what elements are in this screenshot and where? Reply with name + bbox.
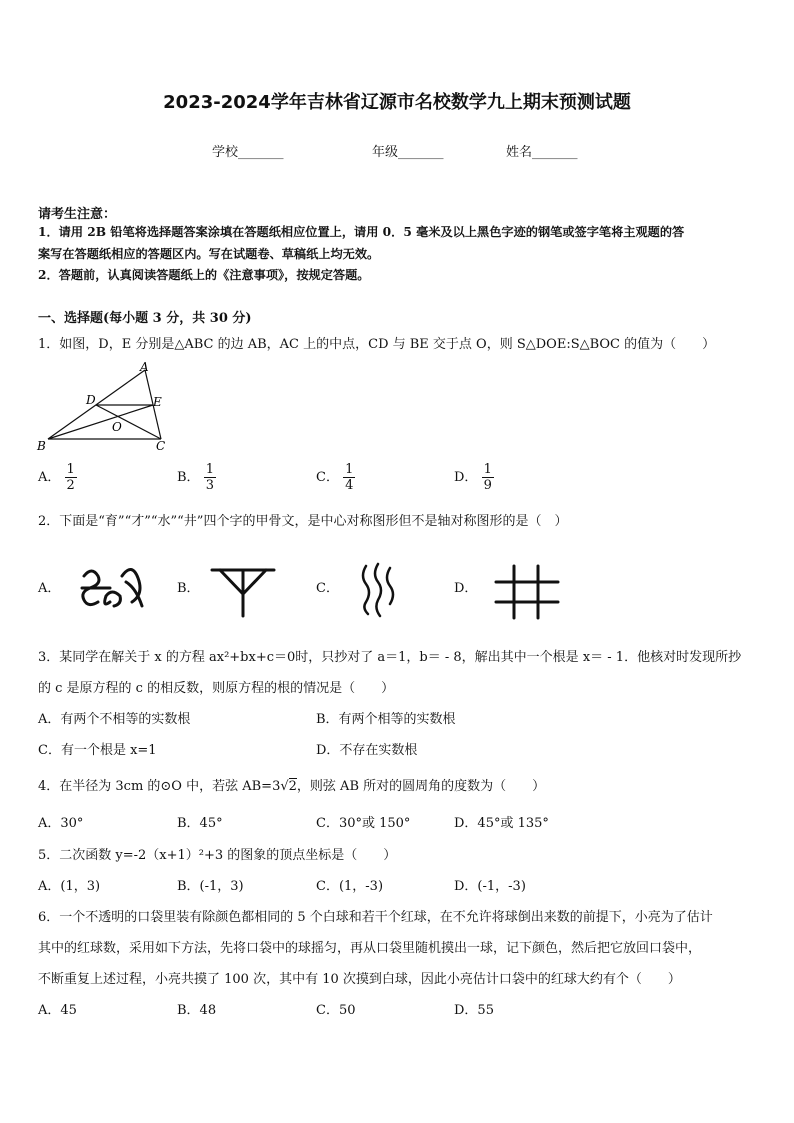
question-4-option-c[interactable]: C．30°或 150°: [316, 816, 411, 831]
question-3-option-c[interactable]: C．有一个根是 x=1: [38, 743, 157, 758]
vertex-label-e: E: [153, 395, 162, 409]
question-3-line-1: 3．某同学在解关于 x 的方程 ax²+bx+c＝0时，只抄对了 a＝1，b＝ - 8，解出其中一个根是 x＝ - 1．他核对时发现所抄: [38, 650, 742, 665]
question-1-option-c[interactable]: C． $\frac{1}{4}$: [316, 462, 354, 493]
notice-item-1-line-1: 1．请用 2B 铅笔将选择题答案涂填在答题纸相应位置上，请用 0．5 毫米及以上黑色字迹的钢笔或签字笔将主观题的答: [38, 225, 685, 239]
question-6-line-1: 6．一个不透明的口袋里装有除颜色都相同的 5 个白球和若干个红球，在不允许将球倒出来数的前提下，小亮为了估计: [38, 910, 713, 925]
vertex-label-b: B: [37, 439, 46, 453]
page-title: 2023-2024学年吉林省辽源市名校数学九上期末预测试题: [163, 92, 631, 113]
question-3-option-d[interactable]: D．不存在实数根: [316, 743, 418, 758]
oracle-glyph-cai-icon: [208, 562, 278, 620]
question-1-text: 1．如图，D，E 分别是△ABC 的边 AB，AC 上的中点，CD 与 BE 交于点 O，则 S△DOE:S△BOC 的值为（ ）: [38, 337, 716, 352]
question-6-option-d[interactable]: D．55: [454, 1003, 494, 1018]
sqrt-icon: √2: [280, 779, 297, 794]
question-6-line-3: 不断重复上述过程，小亮共摸了 100 次，其中有 10 次摸到白球，因此小亮估计口袋中的红球大约有个（ ）: [38, 972, 681, 987]
oracle-glyph-yu-icon: [76, 558, 151, 618]
question-4-text: [38, 775, 545, 794]
question-6-option-b[interactable]: B．48: [177, 1003, 217, 1018]
oracle-glyph-jing-icon: [492, 562, 562, 622]
question-1-option-d[interactable]: D． $\frac{1}{9}$: [454, 462, 492, 493]
question-5-option-c[interactable]: C．(1，-3): [316, 879, 384, 894]
notice-item-2: 2．答题前，认真阅读答题纸上的《注意事项》，按规定答题。: [38, 268, 370, 282]
school-field: 学校_______: [212, 145, 284, 160]
question-5-text: 5．二次函数 y=-2（x+1）²+3 的图象的顶点坐标是（ ）: [38, 848, 397, 863]
question-4-option-a[interactable]: A．30°: [38, 816, 84, 831]
question-3-option-b[interactable]: B．有两个相等的实数根: [316, 712, 456, 727]
question-6-line-2: 其中的红球数，采用如下方法，先将口袋中的球摇匀，再从口袋里随机摸出一球，记下颜色，然后把它放回口袋中，: [38, 941, 702, 956]
vertex-label-a: A: [140, 360, 149, 374]
question-2-option-b[interactable]: B．: [177, 581, 200, 596]
question-5-option-b[interactable]: B．(-1，3): [177, 879, 244, 894]
vertex-label-d: D: [86, 393, 96, 407]
question-6-option-a[interactable]: A．45: [38, 1003, 77, 1018]
notice-heading: 请考生注意：: [38, 207, 117, 222]
question-6-option-c[interactable]: C．50: [316, 1003, 356, 1018]
oracle-glyph-shui-icon: [356, 560, 400, 620]
name-field: 姓名_______: [506, 145, 578, 160]
question-4-option-b[interactable]: B．45°: [177, 816, 223, 831]
question-1-option-b[interactable]: B． $\frac{1}{3}$: [177, 462, 214, 493]
notice-item-1-line-2: 案写在答题纸相应的答题区内。写在试题卷、草稿纸上均无效。: [38, 247, 380, 261]
grade-field: 年级_______: [372, 145, 444, 160]
section-1-heading: 一、选择题(每小题 3 分，共 30 分): [38, 311, 252, 326]
question-4-text-before: 4．在半径为 3cm 的⊙O 中，若弦 AB=3: [38, 779, 281, 794]
question-3-line-2: 的 c 是原方程的 c 的相反数，则原方程的根的情况是（ ）: [38, 681, 395, 696]
question-5-option-d[interactable]: D．(-1，-3): [454, 879, 526, 894]
question-4-option-d[interactable]: D．45°或 135°: [454, 816, 549, 831]
question-2-option-c[interactable]: C．: [316, 581, 339, 596]
triangle-figure: [30, 360, 180, 460]
question-2-option-d[interactable]: D．: [454, 581, 478, 596]
vertex-label-o: O: [112, 420, 122, 434]
question-2-option-a[interactable]: A．: [38, 581, 61, 596]
vertex-label-c: C: [156, 439, 166, 453]
question-1-option-a[interactable]: A． $\frac{1}{2}$: [38, 462, 75, 493]
question-4-text-after: ，则弦 AB 所对的圆周角的度数为（ ）: [296, 779, 546, 794]
question-3-option-a[interactable]: A．有两个不相等的实数根: [38, 712, 191, 727]
question-2-text: 2．下面是“育”“才”“水”“井”四个字的甲骨文，是中心对称图形但不是轴对称图形的是（ ）: [38, 514, 568, 529]
sqrt-argument: 2: [288, 779, 297, 794]
question-5-option-a[interactable]: A．(1，3): [38, 879, 101, 894]
